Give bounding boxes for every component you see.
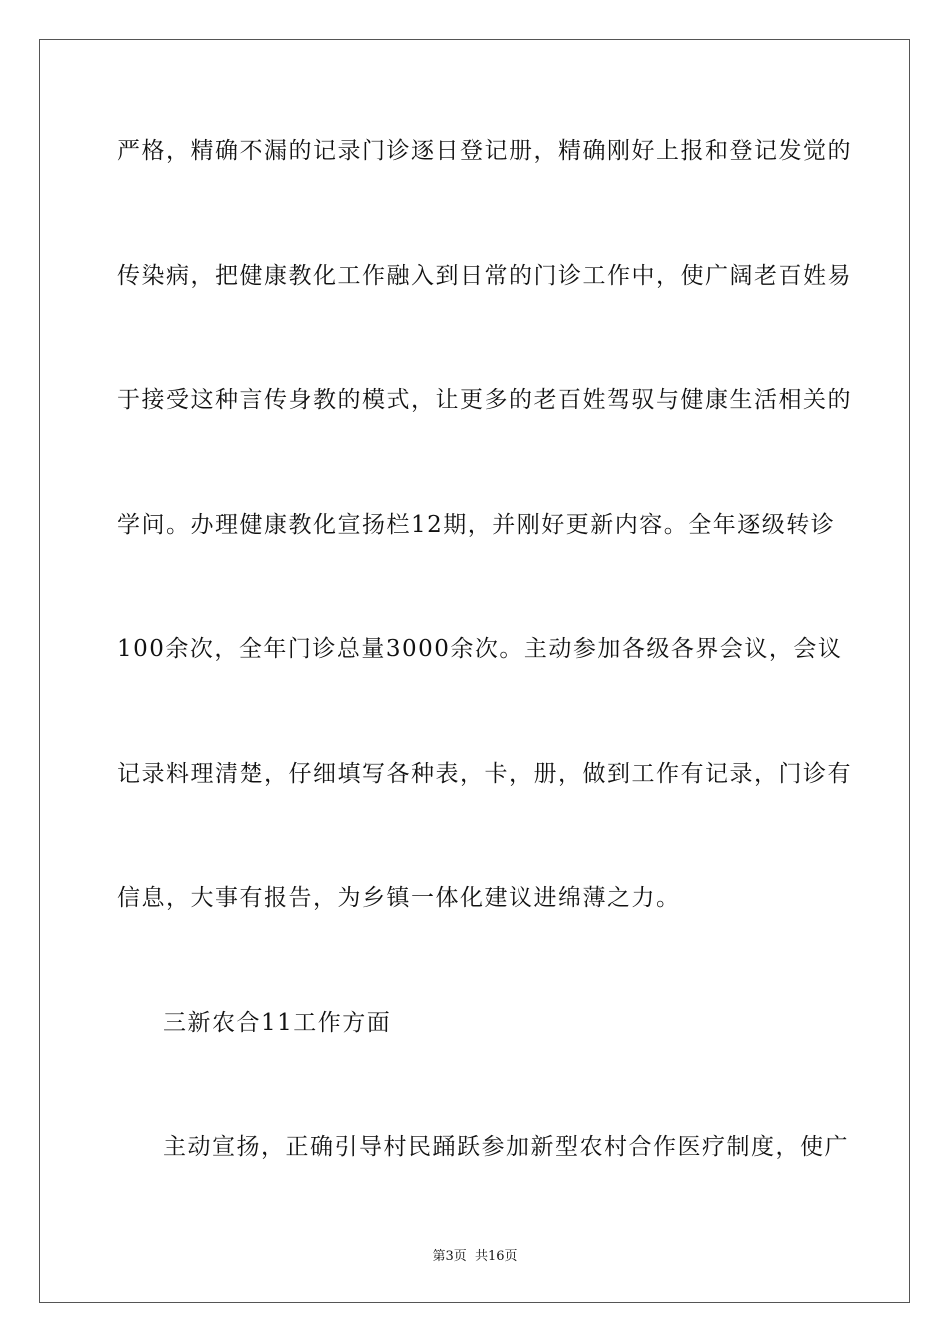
body-line-5: 100余次，全年门诊总量3000余次。主动参加各级各界会议，会议: [117, 636, 843, 662]
page-footer: [0, 1248, 950, 1266]
body-line-6: 记录料理清楚，仔细填写各种表，卡，册，做到工作有记录，门诊有: [117, 761, 852, 787]
body-line-4: 学问。办理健康教化宣扬栏12期，并刚好更新内容。全年逐级转诊: [117, 512, 836, 538]
body-line-2: 传染病，把健康教化工作融入到日常的门诊工作中，使广阔老百姓易: [117, 263, 852, 289]
body-line-3: 于接受这种言传身教的模式，让更多的老百姓驾驭与健康生活相关的: [117, 387, 852, 413]
body-line-1: 严格，精确不漏的记录门诊逐日登记册，精确刚好上报和登记发觉的: [117, 138, 852, 164]
page-border: [39, 39, 910, 1303]
paragraph-start: 主动宣扬，正确引导村民踊跃参加新型农村合作医疗制度，使广: [163, 1134, 849, 1160]
page-number: 第3页: [432, 1249, 467, 1264]
page-total: 共16页: [474, 1249, 518, 1264]
section-heading: 三新农合11工作方面: [163, 1010, 392, 1036]
body-line-7: 信息，大事有报告，为乡镇一体化建议进绵薄之力。: [117, 885, 681, 911]
